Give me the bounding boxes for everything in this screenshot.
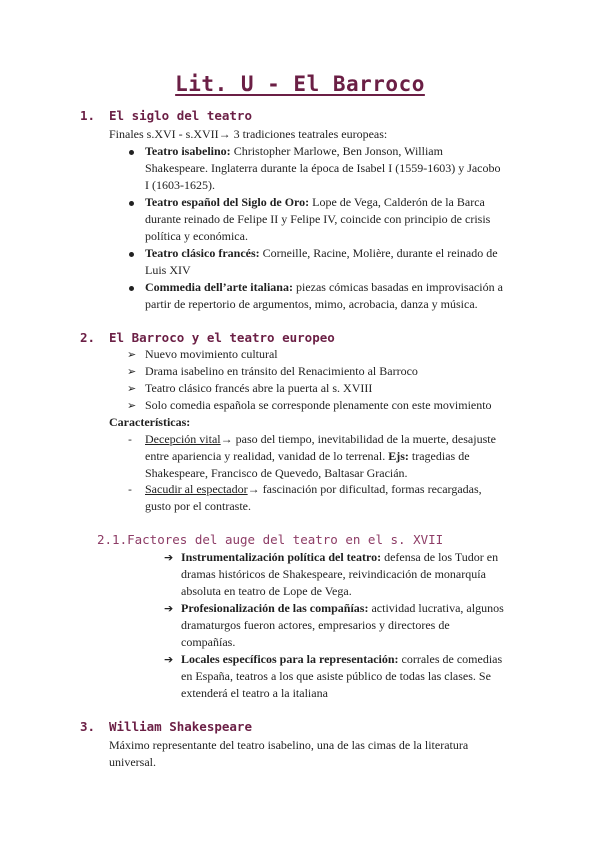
arrow-bullet-icon: ➢ bbox=[127, 365, 137, 378]
list-item: Decepción vital→ paso del tiempo, inevitabilidad de la muerte, desajuste entre apariencia y realidad, vanidad de lo terrenal. Ejs: tragedias de Shakespeare, Francisco de Quevedo, Baltasar Gracián. bbox=[145, 432, 496, 480]
list-item: Profesionalización de las compañías: actividad lucrativa, algunos dramaturgos fueron actores, empresarios y directores de compañías. bbox=[181, 601, 504, 649]
bullet-icon bbox=[129, 252, 134, 257]
list-item: Sacudir al espectador→ fascinación por dificultad, formas recargadas, gusto por el contraste. bbox=[145, 482, 482, 513]
section-3-title: William Shakespeare bbox=[109, 719, 252, 734]
section-2-title: El Barroco y el teatro europeo bbox=[109, 330, 335, 345]
list-item: Teatro clásico francés: Corneille, Racine, Molière, durante el reinado de Luis XIV bbox=[145, 246, 498, 277]
bullet-icon bbox=[129, 201, 134, 206]
section-3-heading bbox=[80, 719, 252, 734]
section-1-intro: Finales s.XVI - s.XVII→ 3 tradiciones teatrales europeas: bbox=[109, 127, 388, 141]
section-3-number: 3. bbox=[80, 719, 96, 734]
section-1-heading bbox=[80, 108, 252, 123]
bullet-icon bbox=[129, 150, 134, 155]
section-2-1-title: Factores del auge del teatro en el s. XVII bbox=[127, 532, 444, 547]
arrow-right-icon: ➔ bbox=[164, 653, 174, 666]
list-item: Locales específicos para la representación: corrales de comedias en España, teatros a los que asiste público de todas las clases. Se extenderá el teatro a la italiana bbox=[181, 652, 503, 700]
arrow-bullet-icon: ➢ bbox=[127, 399, 137, 412]
section-2-number: 2. bbox=[80, 330, 96, 345]
bullet-icon bbox=[129, 286, 134, 291]
section-2-1-heading bbox=[97, 532, 443, 547]
section-1-number: 1. bbox=[80, 108, 96, 123]
section-1-title: El siglo del teatro bbox=[109, 108, 252, 123]
document-title: Lit. U - El Barroco bbox=[175, 72, 425, 96]
list-item: Teatro isabelino: Christopher Marlowe, Ben Jonson, William Shakespeare. Inglaterra durante la época de Isabel I (1559-1603) y Jacobo I (1603-1625). bbox=[145, 144, 501, 192]
section-3-body: Máximo representante del teatro isabelino, una de las cimas de la literatura universal. bbox=[109, 738, 469, 769]
list-item: Instrumentalización política del teatro: defensa de los Tudor en dramas históricos de Shakespeare, reivindicación de monarquía absoluta en teatro de Lope de Vega. bbox=[181, 550, 499, 598]
dash-bullet-icon: - bbox=[128, 433, 132, 446]
section-2-heading bbox=[80, 330, 335, 345]
list-item: Solo comedia española se corresponde plenamente con este movimiento bbox=[145, 398, 492, 412]
list-item: Nuevo movimiento cultural bbox=[145, 347, 278, 361]
list-item: Commedia dell’arte italiana: piezas cómicas basadas en improvisación a partir de repertorio de argumentos, mimo, acrobacia, danza y música. bbox=[145, 280, 503, 311]
arrow-right-icon: ➔ bbox=[164, 551, 174, 564]
arrow-bullet-icon: ➢ bbox=[127, 382, 137, 395]
arrow-right-icon: ➔ bbox=[164, 602, 174, 615]
list-item: Teatro español del Siglo de Oro: Lope de Vega, Calderón de la Barca durante reinado de Felipe II y Felipe IV, coincide con principio de crisis política y económica. bbox=[145, 195, 491, 243]
characteristics-label: Características: bbox=[109, 415, 191, 429]
dash-bullet-icon: - bbox=[128, 483, 132, 496]
list-item: Drama isabelino en tránsito del Renacimiento al Barroco bbox=[145, 364, 418, 378]
section-2-1-number: 2.1. bbox=[97, 532, 128, 547]
arrow-bullet-icon: ➢ bbox=[127, 348, 137, 361]
list-item: Teatro clásico francés abre la puerta al s. XVIII bbox=[145, 381, 373, 395]
